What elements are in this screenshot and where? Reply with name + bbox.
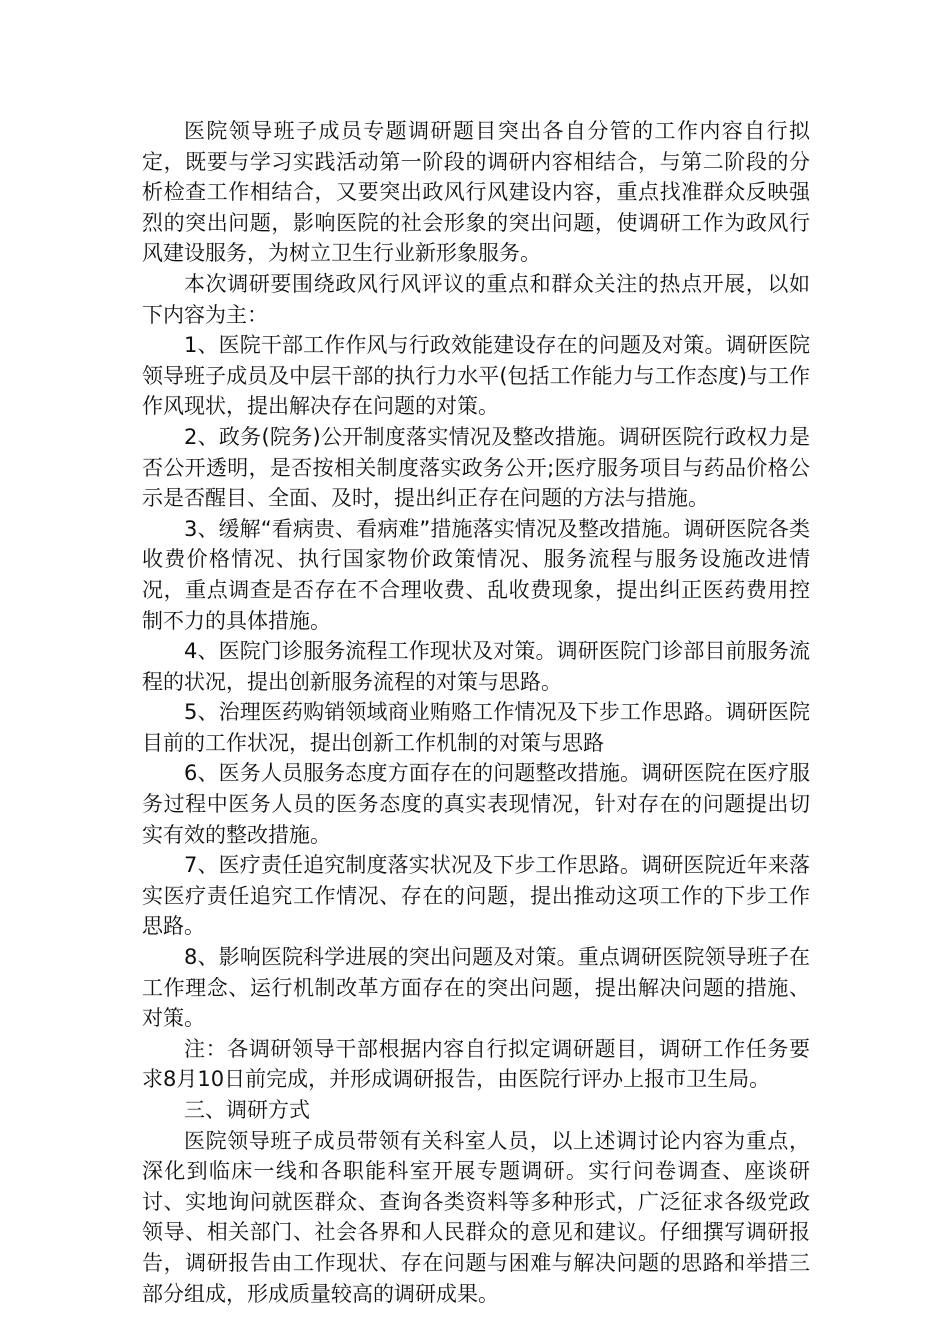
paragraph-item-4: 4、医院门诊服务流程工作现状及对策。调研医院门诊部目前服务流程的状况，提出创新服务流程的对策与思路。 xyxy=(142,639,810,694)
paragraph-intro: 医院领导班子成员专题调研题目突出各自分管的工作内容自行拟定，既要与学习实践活动第一阶段的调研内容相结合，与第二阶段的分析检查工作相结合，又要突出政风行风建设内容，重点找准群众反映强烈的突出问题，影响医院的社会形象的突出问题，使调研工作为政风行风建设服务，为树立卫生行业新形象服务。 xyxy=(142,119,810,266)
paragraph-item-5: 5、治理医药购销领域商业贿赂工作情况及下步工作思路。调研医院目前的工作状况，提出创新工作机制的对策与思路 xyxy=(142,700,810,755)
paragraph-method: 医院领导班子成员带领有关科室人员，以上述调讨论内容为重点，深化到临床一线和各职能科室开展专题调研。实行问卷调查、座谈研讨、实地询问就医群众、查询各类资料等多种形式，广泛征求各级党政领导、相关部门、社会各界和人民群众的意见和建议。仔细撰写调研报告，调研报告由工作现状、存在问题与困难与解决问题的思路和举措三部分组成，形成质量较高的调研成果。 xyxy=(142,1128,810,1306)
section-heading-method: 三、调研方式 xyxy=(184,1098,310,1122)
paragraph-item-1: 1、医院干部工作作风与行政效能建设存在的问题及对策。调研医院领导班子成员及中层干部的执行力水平(包括工作能力与工作态度)与工作作风现状，提出解决存在问题的对策。 xyxy=(142,333,810,419)
paragraph-item-3: 3、缓解“看病贵、看病难”措施落实情况及整改措施。调研医院各类收费价格情况、执行国家物价政策情况、服务流程与服务设施改进情况，重点调查是否存在不合理收费、乱收费现象，提出纠正医药费用控制不力的具体措施。 xyxy=(142,516,810,633)
paragraph-scope: 本次调研要围绕政风行风评议的重点和群众关注的热点开展，以如下内容为主： xyxy=(142,271,810,327)
document-body xyxy=(142,116,810,1309)
paragraph-item-6: 6、医务人员服务态度方面存在的问题整改措施。调研医院在医疗服务过程中医务人员的医务态度的真实表现情况，针对存在的问题提出切实有效的整改措施。 xyxy=(142,761,810,847)
paragraph-item-2: 2、政务(院务)公开制度落实情况及整改措施。调研医院行政权力是否公开透明，是否按相关制度落实政务公开;医疗服务项目与药品价格公示是否醒目、全面、及时，提出纠正存在问题的方法与措施。 xyxy=(142,424,810,511)
paragraph-item-8: 8、影响医院科学进展的突出问题及对策。重点调研医院领导班子在工作理念、运行机制改革方面存在的突出问题，提出解决问题的措施、对策。 xyxy=(142,945,810,1031)
paragraph-note: 注：各调研领导干部根据内容自行拟定调研题目，调研工作任务要求8月10日前完成，并形成调研报告，由医院行评办上报市卫生局。 xyxy=(142,1036,810,1092)
paragraph-item-7: 7、医疗责任追究制度落实状况及下步工作思路。调研医院近年来落实医疗责任追究工作情况、存在的问题，提出推动这项工作的下步工作思路。 xyxy=(142,853,810,939)
